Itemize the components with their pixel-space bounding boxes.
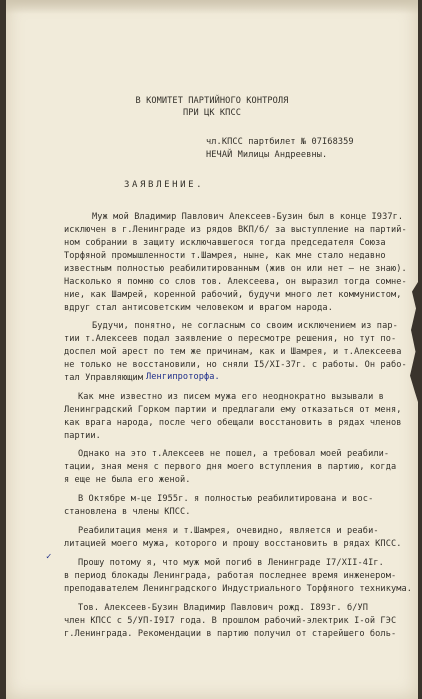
body-line: становлена в члены КПСС. — [64, 507, 191, 517]
body-line: не только не восстановили, но сняли I5/XI-37г. с работы. Он рабо- — [64, 360, 407, 370]
body-line: Однако на это т.Алексеев не пошел, а требовал моей реабили- — [78, 449, 390, 459]
handwritten-insert: Ленгипроторфа. — [146, 372, 220, 382]
body-line: Торфяной промышленности т.Шамрея, ныне, как мне стало недавно — [64, 251, 386, 261]
body-line: Прошу потому я, что муж мой погиб в Ленинграде I7/XII-4Iг. — [78, 558, 384, 568]
body-line: литацией моего мужа, которого и прошу восстановить в рядах КПСС. — [64, 539, 402, 549]
body-line: исключен в г.Ленинграде из рядов ВКП/б/ за выступление на партий- — [64, 225, 407, 235]
body-line: тал Управляющим — [64, 373, 144, 383]
body-line: ном собрании в защиту исключавшегося тогда председателя Союза — [64, 238, 386, 248]
document-title: ЗАЯВЛЕНИЕ. — [124, 180, 205, 190]
sender-party-card: чл.КПСС партбилет № 07I68359 — [206, 137, 354, 147]
body-line: партии. — [64, 431, 101, 441]
body-line: Будучи, понятно, не согласным со своим исключением из пар- — [92, 321, 398, 331]
body-line: доспел мой арест по тем же причинам, как и Шамрея, и т.Алексеева — [64, 347, 402, 357]
document-page — [6, 0, 418, 699]
body-line: В Октябре м-це I955г. я полностью реабилитирована и вос- — [78, 494, 374, 504]
addressee-line-1: В КОМИТЕТ ПАРТИЙНОГО КОНТРОЛЯ — [135, 96, 289, 106]
body-line: Насколько я помню со слов тов. Алексеева, он выразил тогда сомне- — [64, 277, 407, 287]
body-line: Реабилитация меня и т.Шамрея, очевидно, является и реаби- — [78, 526, 379, 536]
torn-edge — [408, 282, 418, 402]
body-line: Ленинградский Горком партии и предлагали ему отказаться от меня, — [64, 405, 402, 415]
body-line: тии т.Алексеев подал заявление о пересмотре решения, но тут по- — [64, 334, 397, 344]
body-line: я еще не была его женой. — [64, 475, 191, 485]
body-line: преподавателем Ленинградского Индустриального Торфяного техникума. — [64, 584, 413, 594]
body-line: тации, зная меня с первого дня моего вступления в партию, когда — [64, 462, 397, 472]
body-line: как врага народа, после чего обещали восстановить в рядах членов — [64, 418, 402, 428]
body-line: вдруг стал антисоветским человеком и врагом народа. — [64, 303, 333, 313]
pencil-mark-icon: ✓ — [46, 552, 52, 562]
addressee-line-2: ПРИ ЦК КПСС — [182, 108, 241, 118]
body-line: Как мне известно из писем мужа его неоднократно вызывали в — [78, 392, 384, 402]
body-line: известным полностью реабилитированным (жив он или нет – не знаю). — [64, 264, 407, 274]
body-line: Тов. Алексеев-Бузин Владимир Павлович рожд. I893г. б/УП — [78, 603, 369, 613]
body-line: г.Ленинграда. Рекомендации в партию получил от старейшего боль- — [64, 629, 397, 639]
body-line: Муж мой Владимир Павлович Алексеев-Бузин был в конце I937г. — [92, 212, 404, 222]
body-line: в период блокады Ленинграда, работая последнее время инженером- — [64, 571, 397, 581]
sender-name: НЕЧАЙ Милицы Андреевны. — [206, 150, 328, 160]
body-line: член КПСС с 5/УП-I9I7 года. В прошлом рабочий-электрик I-ой ГЭС — [64, 616, 397, 626]
body-line: ние, как Шамрей, коренной рабочий, будучи много лет коммунистом, — [64, 290, 402, 300]
